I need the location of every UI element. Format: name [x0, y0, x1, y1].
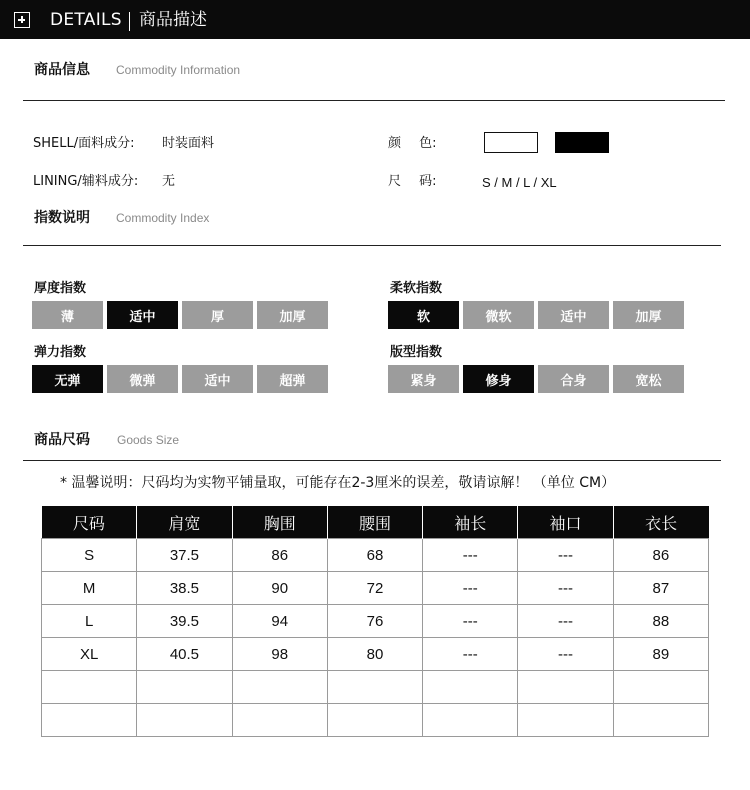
- softness-option: 适中: [538, 301, 609, 329]
- col-header: 腰围: [327, 506, 422, 539]
- table-cell: 90: [232, 572, 327, 605]
- elasticity-option-selected: 无弹: [32, 365, 103, 393]
- section-divider: [23, 245, 721, 246]
- table-cell: 38.5: [137, 572, 232, 605]
- size-table: [41, 506, 709, 737]
- table-cell: 86: [613, 539, 708, 572]
- table-cell: [613, 704, 708, 737]
- table-row: [42, 704, 709, 737]
- softness-option: 加厚: [613, 301, 684, 329]
- table-cell: 87: [613, 572, 708, 605]
- table-cell: [137, 671, 232, 704]
- shell-value: 时装面料: [162, 136, 215, 151]
- col-header: 袖长: [423, 506, 518, 539]
- table-cell: [232, 704, 327, 737]
- thickness-option: 薄: [32, 301, 103, 329]
- table-row: [42, 638, 709, 671]
- size-value: S / M / L / XL: [482, 175, 557, 190]
- thickness-option: 加厚: [257, 301, 328, 329]
- fit-index-options: [388, 365, 684, 393]
- table-cell: ---: [518, 572, 613, 605]
- goods-size-subtitle: Goods Size: [117, 433, 180, 447]
- table-cell: ---: [423, 638, 518, 671]
- table-cell: 39.5: [137, 605, 232, 638]
- table-cell: ---: [518, 605, 613, 638]
- table-cell: [42, 704, 137, 737]
- elasticity-option: 适中: [182, 365, 253, 393]
- table-cell: ---: [423, 539, 518, 572]
- commodity-info-subtitle: Commodity Information: [116, 63, 241, 77]
- table-cell: L: [42, 605, 137, 638]
- col-header: 肩宽: [137, 506, 232, 539]
- table-cell: [518, 704, 613, 737]
- table-cell: 89: [613, 638, 708, 671]
- softness-option-selected: 软: [388, 301, 459, 329]
- table-cell: 80: [327, 638, 422, 671]
- table-cell: 98: [232, 638, 327, 671]
- table-cell: 86: [232, 539, 327, 572]
- thickness-option: 厚: [182, 301, 253, 329]
- table-cell: [232, 671, 327, 704]
- table-cell: 37.5: [137, 539, 232, 572]
- size-table-header: [42, 506, 709, 539]
- color-swatch-white: [484, 132, 538, 153]
- section-divider: [23, 460, 721, 461]
- table-cell: ---: [423, 572, 518, 605]
- table-cell: [613, 671, 708, 704]
- fit-option: 宽松: [613, 365, 684, 393]
- elasticity-option: 超弹: [257, 365, 328, 393]
- softness-index-options: [388, 301, 684, 329]
- table-cell: [423, 704, 518, 737]
- table-cell: 94: [232, 605, 327, 638]
- softness-index-title: 柔软指数: [390, 281, 443, 296]
- table-cell: [327, 671, 422, 704]
- col-header: 袖口: [518, 506, 613, 539]
- lining-label: LINING/辅料成分:: [33, 174, 139, 189]
- color-swatch-black: [555, 132, 609, 153]
- elasticity-index-title: 弹力指数: [34, 345, 87, 360]
- header-title: DETAILS: [50, 10, 122, 30]
- plus-square-icon: [14, 12, 30, 28]
- table-cell: [518, 671, 613, 704]
- table-cell: ---: [518, 539, 613, 572]
- lining-value: 无: [162, 174, 176, 189]
- commodity-index-title: 指数说明: [34, 210, 90, 226]
- table-cell: S: [42, 539, 137, 572]
- thickness-index-title: 厚度指数: [34, 281, 87, 296]
- section-divider: [23, 100, 725, 101]
- shell-label: SHELL/面料成分:: [33, 136, 135, 151]
- color-label: 颜 色:: [388, 136, 437, 151]
- table-row: [42, 539, 709, 572]
- commodity-info-title: 商品信息: [34, 62, 90, 78]
- softness-option: 微软: [463, 301, 534, 329]
- commodity-index-subtitle: Commodity Index: [116, 211, 210, 225]
- header-subtitle: 商品描述: [139, 10, 207, 30]
- table-cell: [327, 704, 422, 737]
- elasticity-option: 微弹: [107, 365, 178, 393]
- table-cell: M: [42, 572, 137, 605]
- size-label: 尺 码:: [388, 174, 437, 189]
- table-cell: 68: [327, 539, 422, 572]
- table-row: [42, 605, 709, 638]
- table-cell: [423, 671, 518, 704]
- elasticity-index-options: [32, 365, 328, 393]
- thickness-option-selected: 适中: [107, 301, 178, 329]
- table-cell: XL: [42, 638, 137, 671]
- fit-option: 紧身: [388, 365, 459, 393]
- table-cell: ---: [423, 605, 518, 638]
- table-cell: 72: [327, 572, 422, 605]
- table-row: [42, 671, 709, 704]
- fit-option-selected: 修身: [463, 365, 534, 393]
- col-header: 胸围: [232, 506, 327, 539]
- thickness-index-options: [32, 301, 328, 329]
- table-cell: 88: [613, 605, 708, 638]
- size-note: * 温馨说明：尺码均为实物平铺量取，可能存在2-3厘米的误差，敬请谅解！ （单位 CM）: [60, 475, 616, 491]
- table-cell: [137, 704, 232, 737]
- fit-option: 合身: [538, 365, 609, 393]
- goods-size-title: 商品尺码: [34, 432, 90, 448]
- table-cell: 76: [327, 605, 422, 638]
- col-header: 尺码: [42, 506, 137, 539]
- table-cell: [42, 671, 137, 704]
- header-divider: [129, 12, 130, 31]
- col-header: 衣长: [613, 506, 708, 539]
- fit-index-title: 版型指数: [390, 345, 443, 360]
- table-cell: 40.5: [137, 638, 232, 671]
- table-cell: ---: [518, 638, 613, 671]
- table-row: [42, 572, 709, 605]
